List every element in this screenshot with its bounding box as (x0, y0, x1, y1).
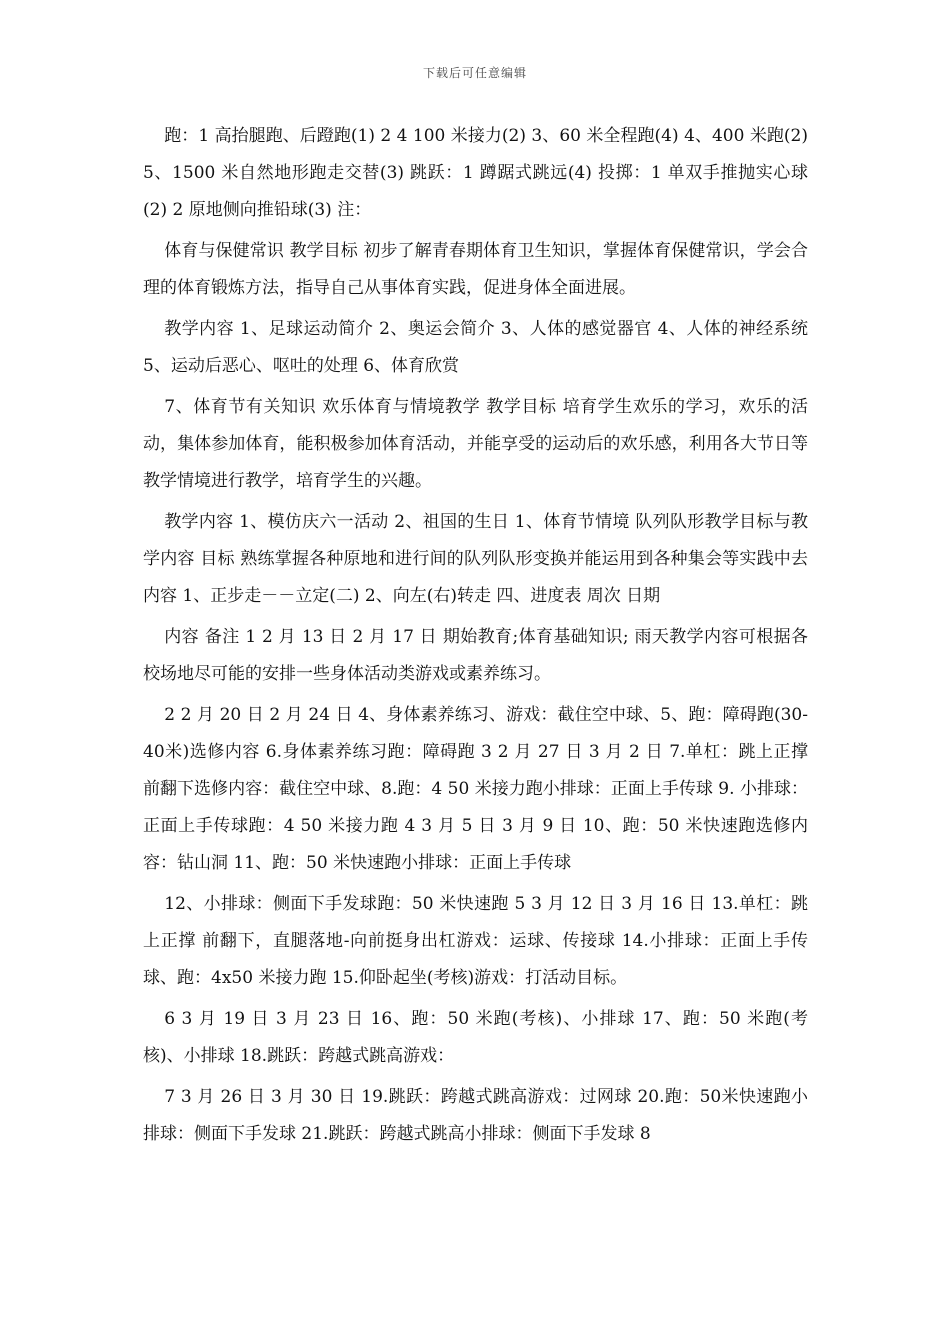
paragraph: 教学内容 1、模仿庆六一活动 2、祖国的生日 1、体育节情境 队列队形教学目标与教学内容 目标 熟练掌握各种原地和进行间的队列队形变换并能运用到各种集会等实践中去 内容 1、正步走－－立定(二) 2、向左(右)转走 四、进度表 周次 日期 (143, 512, 808, 606)
paragraph: 12、小排球：侧面下手发球跑：50 米快速跑 5 3 月 12 日 3 月 16 日 13.单杠：跳上正撑 前翻下，直腿落地-向前挺身出杠游戏：运球、传接球 14.小排球：正面上手传球、跑：4x50 米接力跑 15.仰卧起坐(考核)游戏：打活动目标。 (143, 894, 808, 988)
page-header: 下载后可任意编辑 (422, 66, 527, 80)
document-body (143, 118, 808, 1157)
paragraph: 7、体育节有关知识 欢乐体育与情境教学 教学目标 培育学生欢乐的学习，欢乐的活动，集体参加体育，能积极参加体育活动，并能享受的运动后的欢乐感，利用各大节日等教学情境进行教学，培育学生的兴趣。 (143, 397, 808, 491)
paragraph: 教学内容 1、足球运动简介 2、奥运会简介 3、人体的感觉器官 4、人体的神经系统 5、运动后恶心、呕吐的处理 6、体育欣赏 (143, 319, 808, 376)
paragraph: 内容 备注 1 2 月 13 日 2 月 17 日 期始教育;体育基础知识; 雨天教学内容可根据各校场地尽可能的安排一些身体活动类游戏或素养练习。 (143, 627, 808, 684)
paragraph: 6 3 月 19 日 3 月 23 日 16、跑：50 米跑(考核)、小排球 17、跑：50 米跑(考核)、小排球 18.跳跃：跨越式跳高游戏： (143, 1009, 808, 1066)
paragraph: 跑：1 高抬腿跑、后蹬跑(1) 2 4 100 米接力(2) 3、60 米全程跑(4) 4、400 米跑(2) 5、1500 米自然地形跑走交替(3) 跳跃：1 蹲踞式跳远(4) 投掷：1 单双手推抛实心球(2) 2 原地侧向推铅球(3) 注： (143, 126, 808, 220)
paragraph: 2 2 月 20 日 2 月 24 日 4、身体素养练习、游戏：截住空中球、5、跑：障碍跑(30-40米)选修内容 6.身体素养练习跑：障碍跑 3 2 月 27 日 3 月 2 日 7.单杠：跳上正撑 前翻下选修内容：截住空中球、8.跑：4 50 米接力跑小排球：正面上手传球 9. 小排球：正面上手传球跑：4 50 米接力跑 4 3 月 5 日 3 月 9 日 10、跑：50 米快速跑选修内容：钻山洞 11、跑：50 米快速跑小排球：正面上手传球 (143, 705, 808, 873)
paragraph: 体育与保健常识 教学目标 初步了解青春期体育卫生知识，掌握体育保健常识，学会合理的体育锻炼方法，指导自己从事体育实践，促进身体全面进展。 (143, 241, 808, 298)
paragraph: 7 3 月 26 日 3 月 30 日 19.跳跃：跨越式跳高游戏：过网球 20.跑：50米快速跑小排球：侧面下手发球 21.跳跃：跨越式跳高小排球：侧面下手发球 8 (143, 1087, 808, 1144)
